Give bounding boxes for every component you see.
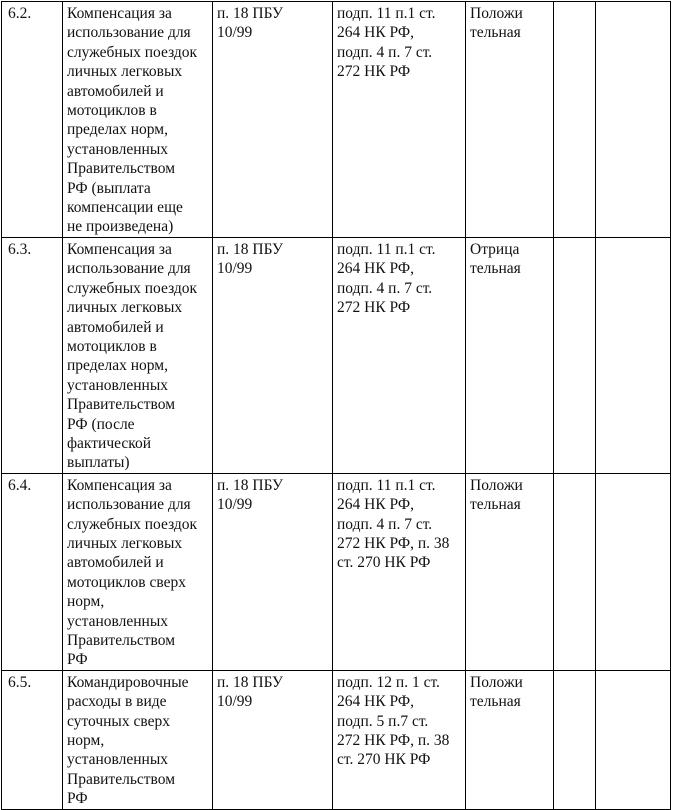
- empty-cell: [596, 670, 671, 809]
- table-row: [2, 473, 671, 670]
- empty-cell: [554, 2, 596, 238]
- row-number-cell: [2, 2, 63, 238]
- tax-code-reference-cell: [333, 2, 466, 238]
- pbu-reference: п. 18 ПБУ 10/99: [217, 476, 283, 514]
- difference-type: Положи тельная: [470, 673, 523, 711]
- row-number: 6.2.: [8, 5, 32, 22]
- empty-cell: [554, 670, 596, 809]
- pbu-reference: п. 18 ПБУ 10/99: [217, 240, 283, 278]
- row-description: Компенсация за использование для служебных поездок личных легковых автомобилей и мотоциклов в пределах норм, установленных Правительством РФ (после фактической выплаты): [67, 240, 198, 472]
- pbu-reference: п. 18 ПБУ 10/99: [217, 673, 283, 711]
- difference-type: Отрица тельная: [470, 240, 521, 278]
- table-row: [2, 670, 671, 809]
- empty-cell: [554, 473, 596, 670]
- table-row: [2, 2, 671, 238]
- difference-type-cell: [466, 670, 554, 809]
- row-number-cell: [2, 237, 63, 473]
- tax-code-reference: подп. 11 п.1 ст. 264 НК РФ, подп. 4 п. 7 ст. 272 НК РФ: [337, 240, 436, 317]
- pbu-reference-cell: [213, 2, 333, 238]
- tax-code-reference: подп. 12 п. 1 ст. 264 НК РФ, подп. 5 п.7 ст. 272 НК РФ, п. 38 ст. 270 НК РФ: [337, 673, 450, 769]
- difference-type-cell: [466, 473, 554, 670]
- row-description: Компенсация за использование для служебных поездок личных легковых автомобилей и мотоциклов в пределах норм, установленных Правительством РФ (выплата компенсации еще не произведена): [67, 5, 198, 236]
- description-cell: [63, 473, 213, 670]
- description-cell: [63, 2, 213, 238]
- description-cell: [63, 237, 213, 473]
- description-cell: [63, 670, 213, 809]
- difference-type: Положи тельная: [470, 5, 523, 42]
- pbu-reference-cell: [213, 670, 333, 809]
- tax-code-reference-cell: [333, 473, 466, 670]
- pbu-reference: п. 18 ПБУ 10/99: [217, 5, 283, 42]
- difference-type-cell: [466, 2, 554, 238]
- empty-cell: [596, 237, 671, 473]
- row-number: 6.4.: [8, 476, 32, 494]
- row-number: 6.5.: [8, 673, 32, 691]
- difference-type-cell: [466, 237, 554, 473]
- empty-cell: [554, 237, 596, 473]
- tax-differences-table: [1, 1, 671, 810]
- row-number-cell: [2, 670, 63, 809]
- pbu-reference-cell: [213, 237, 333, 473]
- tax-code-reference-cell: [333, 670, 466, 809]
- pbu-reference-cell: [213, 473, 333, 670]
- table-row: [2, 237, 671, 473]
- difference-type: Положи тельная: [470, 476, 523, 514]
- tax-code-reference: подп. 11 п.1 ст. 264 НК РФ, подп. 4 п. 7 ст. 272 НК РФ: [337, 5, 436, 81]
- tax-code-reference-cell: [333, 237, 466, 473]
- tax-code-reference: подп. 11 п.1 ст. 264 НК РФ, подп. 4 п. 7 ст. 272 НК РФ, п. 38 ст. 270 НК РФ: [337, 476, 450, 572]
- row-number-cell: [2, 473, 63, 670]
- row-number: 6.3.: [8, 240, 32, 258]
- row-description: Командировочные расходы в виде суточных сверх норм, установленных Правительством РФ: [67, 673, 189, 808]
- empty-cell: [596, 2, 671, 238]
- empty-cell: [596, 473, 671, 670]
- row-description: Компенсация за использование для служебных поездок личных легковых автомобилей и мотоциклов сверх норм, установленных Правительством РФ: [67, 476, 198, 669]
